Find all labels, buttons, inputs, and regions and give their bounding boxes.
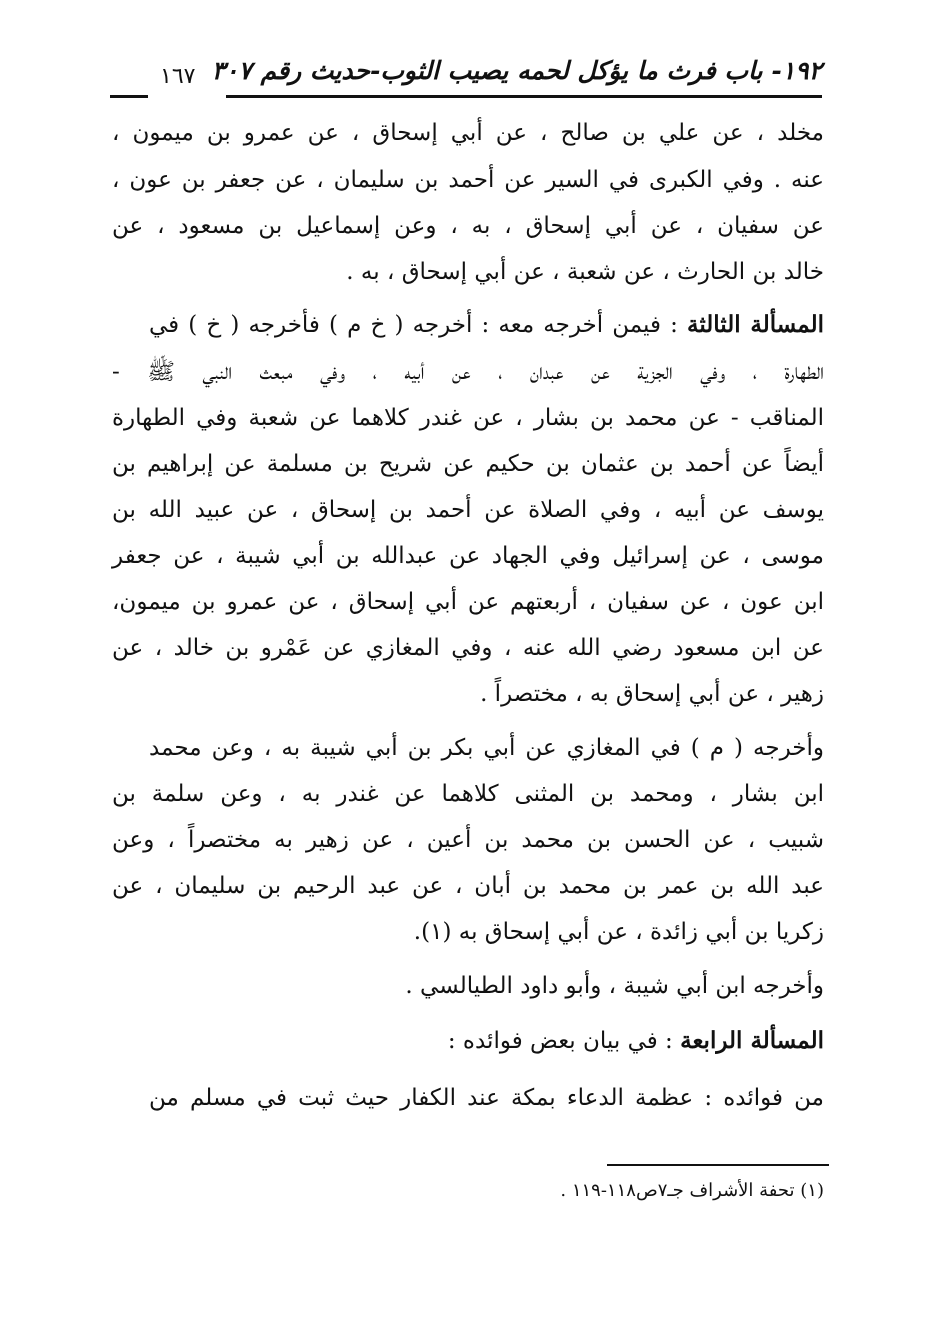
text-line: خالد بن الحارث ، عن شعبة ، عن أبي إسحاق ، به . xyxy=(346,259,824,285)
page-number: ١٦٧ xyxy=(160,64,196,89)
text-line: زكريا بن أبي زائدة ، عن أبي إسحاق به (١). xyxy=(413,919,824,945)
text-line: وأخرجه ابن أبي شيبة ، وأبو داود الطيالسي . xyxy=(405,973,824,999)
text-line: وأخرجه ( م ) في المغازي عن أبي بكر بن أبي شيبة به ، وعن محمد xyxy=(149,735,824,761)
text-line: موسى ، عن إسرائيل وفي الجهاد عن عبدالله بن أبي شيبة ، عن جعفر xyxy=(112,543,824,569)
text-line: عن سفيان ، عن أبي إسحاق ، به ، وعن إسماعيل بن مسعود ، عن xyxy=(112,213,824,239)
text-line: المناقب - عن محمد بن بشار ، عن غندر كلاهما عن شعبة وفي الطهارة xyxy=(112,405,824,431)
footnote-rule xyxy=(607,1164,829,1166)
text-line: عبد الله بن عمر بن محمد بن أبان ، عن عبد الرحيم بن سليمان ، عن xyxy=(112,873,824,899)
text-line: ابن عون ، عن سفيان ، أربعتهم عن أبي إسحاق ، عن عمرو بن ميمون، xyxy=(112,589,824,615)
text-line: مخلد ، عن علي بن صالح ، عن أبي إسحاق ، عن عمرو بن ميمون ، xyxy=(112,120,824,146)
text-line: أيضاً عن أحمد بن عثمان بن حكيم عن شريح بن مسلمة عن إبراهيم بن xyxy=(112,451,824,477)
text-line: ابن بشار ، ومحمد بن المثنى كلاهما عن غندر به ، وعن سلمة بن xyxy=(112,781,824,807)
section-heading: المسألة الرابعة xyxy=(680,1027,824,1054)
footnote: (١) تحفة الأشراف جـ٧ص١١٨-١١٩ . xyxy=(560,1180,824,1201)
text-line: من فوائده : عظمة الدعاء بمكة عند الكفار حيث ثبت في مسلم من xyxy=(149,1085,824,1111)
text-line: شبيب ، عن الحسن بن محمد بن أعين ، عن زهير به مختصراً ، وعن xyxy=(112,827,824,853)
running-header xyxy=(110,52,822,100)
text-line: عن ابن مسعود رضي الله عنه ، وفي المغازي عن عَمْرو بن خالد ، عن xyxy=(112,635,824,661)
text-line: زهير ، عن أبي إسحاق به ، مختصراً . xyxy=(480,681,824,707)
chapter-title: ١٩٢- باب فرث ما يؤكل لحمه يصيب الثوب-حديث رقم ٣٠٧ xyxy=(211,56,822,85)
text-line: يوسف عن أبيه ، وفي الصلاة عن أحمد بن إسحاق ، عن عبيد الله بن xyxy=(112,497,824,523)
text-line: الطهارة ، وفي الجزية عن عبدان ، عن أبيه ، وفي مبعث النبي ﷺ - xyxy=(112,359,824,385)
text-line: المسألة الرابعة : في بيان بعض فوائده : xyxy=(447,1027,824,1054)
text-line: المسألة الثالثة : فيمن أخرجه معه : أخرجه ( خ م ) فأخرجه ( خ ) في xyxy=(149,311,824,338)
section-heading: المسألة الثالثة xyxy=(686,311,824,338)
text-line: عنه . وفي الكبرى في السير عن أحمد بن سليمان ، عن جعفر بن عون ، xyxy=(112,167,824,193)
